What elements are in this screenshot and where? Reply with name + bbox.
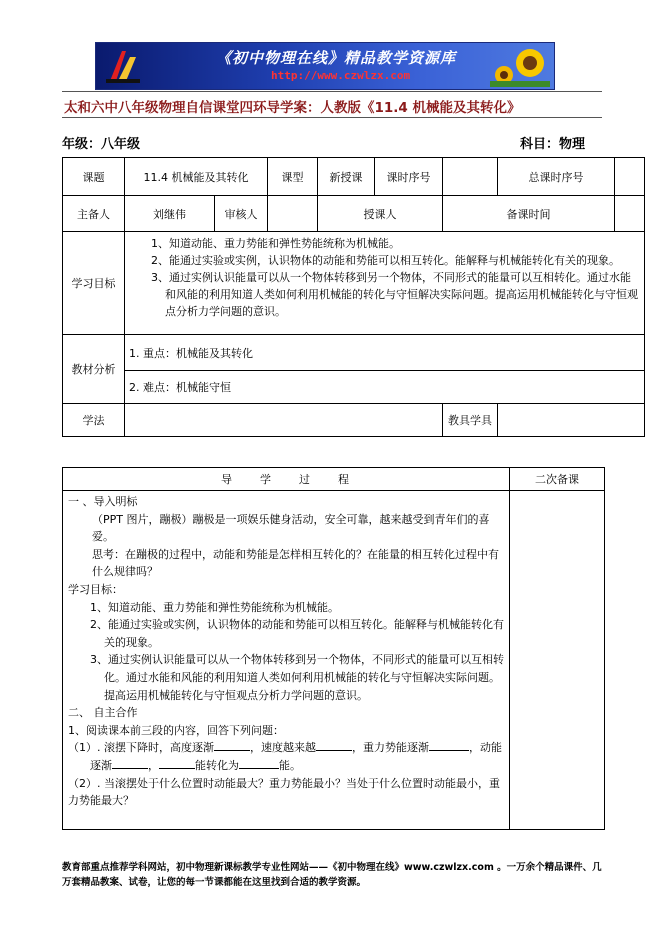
difficulty: 2. 难点：机械能守恒 — [125, 371, 645, 404]
document-title: 太和六中八年级物理自信课堂四环导学案：人教版《11.4 机械能及其转化》 — [64, 100, 521, 116]
process-table — [62, 467, 605, 830]
methods-label: 学法 — [63, 404, 125, 437]
key-point: 1. 重点：机械能及其转化 — [125, 335, 645, 371]
objectives-list — [125, 232, 645, 335]
objective-item: 1、知道动能、重力势能和弹性势能统称为机械能。 — [151, 237, 400, 250]
type-label: 课型 — [268, 158, 318, 196]
type-value: 新授课 — [318, 158, 375, 196]
section-title: 二、 自主合作 — [68, 706, 138, 720]
lesson-label: 课题 — [63, 158, 125, 196]
total-period-label: 总课时序号 — [498, 158, 615, 196]
goal-item: 3、通过实例认识能量可以从一个物体转移到另一个物体，不同形式的能量可以互相转化。通过水能和风能的利用知道人类如何利用机械能的转化与守恒解决实际问题。提高运用机械能转化与守恒观点分析力学问题的意识。 — [90, 653, 504, 702]
period-label: 课时序号 — [375, 158, 443, 196]
header-banner — [95, 42, 555, 90]
answer-blank[interactable] — [112, 768, 148, 769]
process-header: 导 学 过 程 — [63, 468, 510, 491]
grade-label: 年级：八年级 — [62, 137, 141, 152]
prep-time-label: 备课时间 — [443, 196, 615, 232]
objective-item: 2、能通过实验或实例，认识物体的动能和势能可以相互转化。能解释与机械能转化有关的现象。 — [151, 254, 620, 267]
reviewer-label: 审核人 — [215, 196, 268, 232]
site-logo-icon — [104, 47, 142, 85]
period-value — [443, 158, 498, 196]
answer-blank[interactable] — [214, 750, 250, 751]
process-body — [63, 491, 510, 830]
banner-title: 《初中物理在线》精品教学资源库 — [216, 49, 457, 67]
section-title: 一 、导入明标 — [68, 495, 138, 508]
total-period-value — [615, 158, 645, 196]
intro-text: （PPT 图片，蹦极）蹦极是一项娱乐健身活动，安全可靠，越来越受到青年们的喜爱。 — [92, 512, 490, 544]
question-intro: 1、阅读课本前三段的内容，回答下列问题： — [68, 723, 284, 737]
answer-blank[interactable] — [159, 768, 195, 769]
goal-item: 1、知道动能、重力势能和弹性势能统称为机械能。 — [90, 600, 339, 614]
think-text: 思考：在蹦极的过程中，动能和势能是怎样相互转化的？在能量的相互转化过程中有什么规律吗？ — [92, 547, 499, 579]
header-rule — [62, 91, 602, 92]
question-1-cont: 逐渐 ， 能转化为 能。 — [90, 758, 301, 772]
preparer-value: 刘继伟 — [125, 196, 215, 232]
methods-value — [125, 404, 443, 437]
goals-label: 学习目标： — [68, 582, 123, 596]
banner-url[interactable]: http://www.czwlzx.com — [271, 69, 411, 82]
second-prep-body — [510, 491, 605, 830]
objective-item: 3、通过实例认识能量可以从一个物体转移到另一个物体，不同形式的能量可以互相转化。通过水能和风能的利用知道人类如何利用机械能的转化与守恒解决实际问题。提高运用机械能转化与守恒观点分析力学问题的意识。 — [151, 271, 638, 318]
subject-label: 科目：物理 — [520, 137, 586, 152]
analysis-label: 教材分析 — [63, 335, 125, 404]
lesson-info-table — [62, 157, 645, 437]
tools-label: 教具学具 — [443, 404, 498, 437]
page-footer: 教育部重点推荐学科网站，初中物理新课标教学专业性网站——《初中物理在线》www.czwlzx.com 。一万余个精品课件、几万套精品教案、试卷，让您的每一节课都能在这里找到合适的教学资源。 — [62, 862, 602, 888]
prep-time-value — [615, 196, 645, 232]
answer-blank[interactable] — [239, 768, 279, 769]
answer-blank[interactable] — [316, 750, 352, 751]
sunflower-icon — [490, 45, 550, 87]
reviewer-value — [268, 196, 318, 232]
answer-blank[interactable] — [429, 750, 469, 751]
preparer-label: 主备人 — [63, 196, 125, 232]
lesson-value: 11.4 机械能及其转化 — [125, 158, 268, 196]
tools-value — [498, 404, 645, 437]
objectives-label: 学习目标 — [63, 232, 125, 335]
teacher-label: 授课人 — [318, 196, 443, 232]
goal-item: 2、能通过实验或实例，认识物体的动能和势能可以相互转化。能解释与机械能转化有关的现象。 — [90, 618, 504, 649]
title-rule — [62, 117, 602, 118]
question-2: （2）. 当滚摆处于什么位置时动能最大？重力势能最小？当处于什么位置时动能最小，重力势能最大？ — [68, 776, 500, 808]
question-1: （1）. 滚摆下降时，高度逐渐 ，速度越来越 ，重力势能逐渐 ，动能 — [68, 741, 502, 755]
second-prep-header: 二次备课 — [510, 468, 605, 491]
